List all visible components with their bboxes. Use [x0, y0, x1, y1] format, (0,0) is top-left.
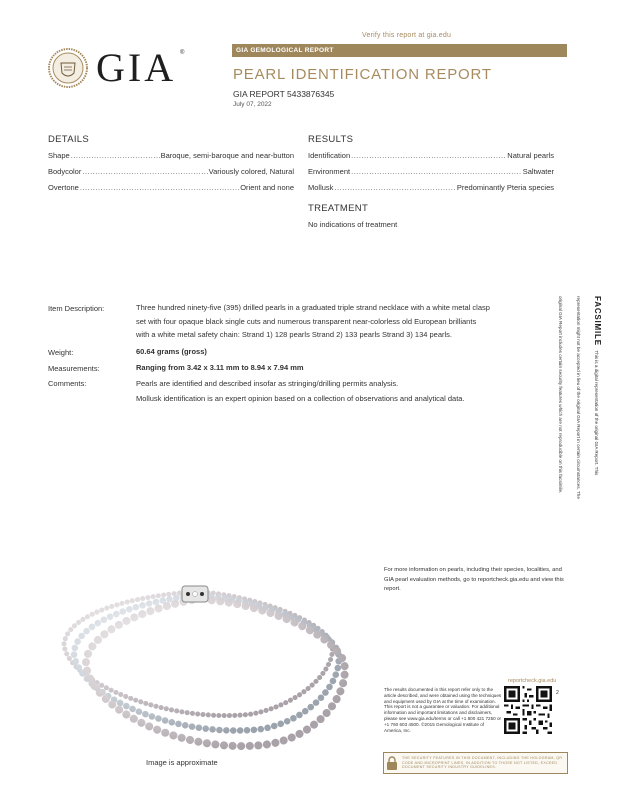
- result-label: Identification: [308, 151, 351, 160]
- results-heading: RESULTS: [308, 134, 354, 145]
- registered-mark: ®: [180, 50, 185, 56]
- legal-disclaimer: The results documented in this report refer only to the article described, and were obtained using the techniques and equipment used by GIA at the time of examination. This report is not a guarantee or valuation. For additional information and important limitations and disclaimers, please see www.gia.edu/terms or call +1 800 421 7250 or +1 760 603 4500. ©2015 Gemological Institute of America, Inc.: [384, 687, 502, 733]
- image-caption: Image is approximate: [146, 758, 218, 767]
- item-description-line: Three hundred ninety-five (395) drilled pearls in a graduated triple strand necklace with a white metal clasp: [136, 303, 490, 312]
- weight-value: 60.64 grams (gross): [136, 347, 207, 356]
- measurements-value: Ranging from 3.42 x 3.11 mm to 8.94 x 7.94 mm: [136, 363, 304, 372]
- comments-label: Comments:: [48, 379, 87, 388]
- detail-label: Overtone: [48, 183, 79, 192]
- detail-row-shape: [48, 151, 294, 160]
- measurements-label: Measurements:: [48, 364, 100, 373]
- pearl-necklace-image: [52, 574, 352, 764]
- treatment-text: No indications of treatment: [308, 220, 398, 229]
- detail-value: Variously colored, Natural: [208, 167, 294, 176]
- result-row-mollusk: [308, 183, 554, 192]
- report-number: GIA REPORT 5433876345: [233, 89, 335, 99]
- gia-logo: GIA: [96, 45, 177, 90]
- detail-label: Shape: [48, 151, 70, 160]
- result-value: Predominantly Pteria species: [456, 183, 554, 192]
- qr-code-icon[interactable]: [504, 686, 552, 734]
- detail-row-bodycolor: [48, 167, 294, 176]
- lock-icon: [386, 753, 398, 773]
- result-row-identification: [308, 151, 554, 160]
- report-date: July 07, 2022: [233, 101, 272, 108]
- comments-text: [136, 376, 572, 406]
- item-description-line: with a white metal safety chain: Strand 1) 128 pearls Strand 2) 133 pearls Strand 3) 134 pearls.: [136, 330, 453, 339]
- detail-label: Bodycolor: [48, 167, 82, 176]
- comment-line: Pearls are identified and described insofar as stringing/drilling permits analysis.: [136, 379, 399, 388]
- facsimile-body: This is a digital representation of the original GIA Report. This representation might not be accepted in lieu of the original GIA Report in certain circumstances. The original GIA Report includes certain security features which are not reproducible on this facsimile.: [558, 296, 599, 499]
- detail-value: Orient and none: [240, 183, 294, 192]
- result-value: Natural pearls: [507, 151, 554, 160]
- item-description-line: set with four opaque black single cuts and numerous transparent near-colorless old European brilliants: [136, 316, 477, 326]
- gia-seal-icon: [48, 48, 88, 88]
- item-description-label: Item Description:: [48, 304, 105, 313]
- reportcheck-link[interactable]: reportcheck.gia.edu: [508, 678, 557, 684]
- report-title: PEARL IDENTIFICATION REPORT: [233, 66, 492, 83]
- detail-row-overtone: [48, 183, 294, 192]
- result-label: Environment: [308, 167, 351, 176]
- result-row-environment: [308, 167, 554, 176]
- details-heading: DETAILS: [48, 134, 89, 145]
- facsimile-notice: [558, 296, 608, 502]
- comment-line: Mollusk identification is an expert opinion based on a collection of observations and analytical data.: [136, 394, 465, 403]
- facsimile-title: FACSIMILE: [593, 296, 602, 346]
- result-label: Mollusk: [308, 183, 334, 192]
- security-text: THE SECURITY FEATURES IN THIS DOCUMENT, INCLUDING THE HOLOGRAM, QR CODE AND MICROPRINT LINES, IN ADDITION TO THOSE NOT LISTED, EXCEED DOCUMENT SECURITY INDUSTRY GUIDELINES.: [402, 756, 563, 770]
- verify-link[interactable]: Verify this report at gia.edu: [362, 32, 452, 39]
- qr-number: 2: [556, 690, 559, 696]
- report-banner: GIA GEMOLOGICAL REPORT: [232, 44, 567, 57]
- security-features-bar: [383, 752, 568, 774]
- detail-value: Baroque, semi-baroque and near-button: [160, 151, 294, 160]
- result-value: Saltwater: [522, 167, 554, 176]
- more-info-text: For more information on pearls, including their species, localities, and GIA pearl evaluation methods, go to reportcheck.gia.edu and view this report.: [384, 567, 564, 592]
- weight-label: Weight:: [48, 348, 74, 357]
- item-description-text: [136, 301, 572, 342]
- treatment-heading: TREATMENT: [308, 203, 369, 214]
